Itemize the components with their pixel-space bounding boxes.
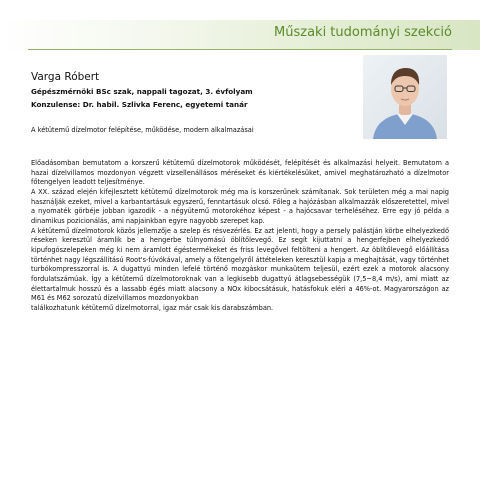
section-title: Műszaki tudományi szekció bbox=[274, 25, 452, 40]
abstract-paragraph: A XX. század elején kifejlesztett kétütemű dízelmotorok még ma is korszerűnek számítanak. Sok területen még a mai napig használják ezeket, mivel a karbantartásuk egyszerű, fenntartásuk olcsó. Főleg a hajózásban alkalmazzák előszeretettel, mivel a nyomaték görbéje jobban igazodik - a négyütemű motorokéhoz képest - a hajócsavar terheléséhez. Erre egy jó példa a dinamikus pozicionálás, ami napjainkban egyre nagyobb szerepet kap. bbox=[31, 187, 449, 225]
abstract-paragraph: A kétütemű dízelmotorok közös jellemzője a szelep és résvezérlés. Ez azt jelenti, hogy a persely palástján körbe elhelyezkedő réseken keresztül áramlik be a hengerbe túlnyomású öblítőlevegő. Ez segít kijuttatni a hengerfejben elhelyezkedő kipufogószelepeken még ki nem áramlott égéstermékeket és friss levegővel feltölteni a hengert. Az öblítőlevegő előállítása történhet nagy légszállítású Root's-fúvókával, amely a főtengelyről áttételeken keresztül kapja a meghajtását, vagy történhet turbókompresszorral is. A dugattyú minden lefelé történő mozgáskor munkaütem teljesül, ezért ezek a motorok alacsony fordulatszámúak. Így a kétütemű dízelmotoroknak van a legkisebb dugattyú átlagsebességük (7,5~8,4 m/s), ami miatt az élettartalmuk hosszú és a lassabb égés miatt alacsony a NOx kibocsátásuk, hatásfokuk eléri a 46%-ot. Magyarországon az M61 és M62 sorozatú dízelvillamos mozdonyokban bbox=[31, 226, 449, 303]
abstract-paragraph: Előadásomban bemutatom a korszerű kétütemű dízelmotorok működését, felépítését és alkalmazási helyeit. Bemutatom a hazai dízelvillamos mozdonyon végzett vizsellenállásos méréseket és kiértékelésüket, amivel meghatározható a dízelmotor főtengelyen leadott teljesítménye. bbox=[31, 159, 449, 187]
talk-title: A kétütemű dízelmotor felépítése, működése, modern alkalmazásai bbox=[31, 126, 254, 134]
portrait-photo-icon bbox=[363, 55, 447, 139]
abstract-paragraph: találkozhatunk kétütemű dízelmotorral, igaz már csak kis darabszámban. bbox=[31, 303, 274, 312]
author-photo bbox=[363, 55, 447, 139]
abstract-body bbox=[31, 159, 449, 314]
author-name: Varga Róbert bbox=[31, 71, 100, 83]
author-program: Gépészmérnöki BSc szak, nappali tagozat, 3. évfolyam bbox=[31, 87, 253, 96]
author-supervisor: Konzulense: Dr. habil. Szlivka Ferenc, egyetemi tanár bbox=[31, 100, 248, 109]
header-rule bbox=[28, 49, 452, 50]
